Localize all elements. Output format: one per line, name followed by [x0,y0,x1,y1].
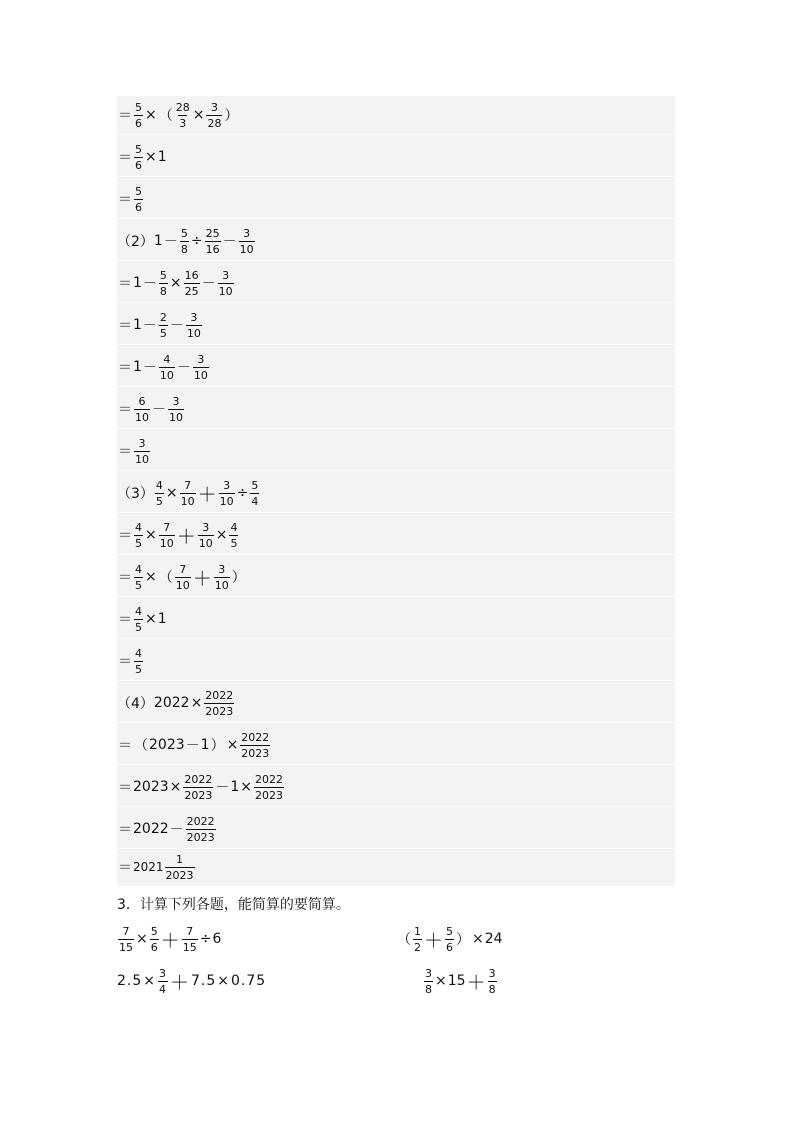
numerator: 4 [135,562,142,576]
exercise [396,920,503,958]
denominator: 5 [135,536,142,550]
fraction [180,480,196,507]
times-sign: × [240,779,253,795]
step-line [117,432,675,471]
denominator: 28 [207,116,222,130]
times-sign: × [145,527,157,543]
number: 2023 [133,779,169,795]
denominator: 10 [135,410,149,424]
times-sign: × [217,973,231,989]
fraction [229,522,238,549]
fraction [214,564,230,591]
fraction [165,854,195,881]
number: 1 [133,275,142,291]
minus-sign: － [163,234,178,250]
numerator: 2022 [255,772,284,786]
denominator: 16 [205,242,220,256]
left-paren: （ [134,738,148,754]
step-line [117,348,675,387]
step-line [117,180,675,219]
question-heading [117,893,350,915]
times-sign: × [435,973,447,989]
numerator: 25 [205,226,220,240]
fraction [193,354,209,381]
fraction [488,968,497,995]
denominator: 10 [180,494,195,508]
denominator: 5 [155,494,163,508]
minus-sign: － [169,318,184,334]
denominator: 10 [214,578,229,592]
equals-sign: ＝ [118,780,132,796]
step-line [117,848,675,886]
fraction [134,438,150,465]
fraction [254,774,284,801]
number: 6 [212,931,222,947]
number: 1 [230,779,240,795]
fraction [219,480,235,507]
denominator: 10 [175,578,190,592]
numerator: 5 [446,924,454,938]
fraction [158,968,168,995]
times-sign: × [143,973,156,989]
denominator: 4 [159,982,167,996]
fraction [180,228,189,255]
minus-sign: － [142,360,157,376]
minus-sign: － [142,318,157,334]
numerator: 7 [179,562,187,576]
number: 15 [447,973,466,989]
numerator: 3 [159,966,167,980]
times-sign: × [226,737,239,753]
fraction [424,968,433,995]
times-sign: × [472,931,484,947]
problem-label: （3） [117,486,154,502]
number: 24 [484,931,503,947]
equals-sign: ＝ [118,860,132,876]
denominator: 2023 [255,788,284,802]
right-paren: ） [224,108,239,124]
numerator: 3 [197,352,205,366]
right-paren: ） [231,570,246,586]
numerator: 16 [184,268,199,282]
numerator: 3 [223,478,231,492]
denominator: 25 [184,284,199,298]
fraction [206,102,222,129]
numerator: 28 [175,100,190,114]
fraction [240,732,270,759]
numerator: 3 [222,268,230,282]
fraction [182,926,198,953]
divide-sign: ÷ [199,931,212,947]
exercise [117,920,221,958]
denominator: 2023 [165,868,194,882]
number: 2.5 [117,973,143,989]
denominator: 15 [119,940,133,954]
problem-line [117,222,675,261]
numerator: 4 [230,520,238,534]
step-line [117,810,675,849]
divide-sign: ÷ [236,485,249,501]
fraction [134,144,143,171]
denominator: 3 [179,116,187,130]
fraction [198,522,214,549]
step-line [117,642,675,681]
heading-text: 3．计算下列各题，能简算的要简算。 [117,897,350,913]
fraction [218,270,234,297]
equals-sign: ＝ [118,360,132,376]
fraction [134,564,143,591]
fraction [134,186,143,213]
fraction [159,312,168,339]
number: 2022 [133,821,169,837]
fraction [250,480,259,507]
equals-sign: ＝ [118,612,132,628]
divide-sign: ÷ [190,233,203,249]
times-sign: × [136,931,148,947]
exercise [117,962,266,1000]
denominator: 8 [425,982,432,996]
exercise [423,962,498,1000]
numerator: 1 [176,852,184,866]
numerator: 3 [218,562,226,576]
numerator: 4 [155,478,163,492]
denominator: 10 [159,536,174,550]
minus-sign: － [142,276,157,292]
denominator: 2023 [205,704,234,718]
step-line [117,726,675,765]
denominator: 10 [169,410,183,424]
answer-panel [117,96,675,886]
denominator: 6 [446,940,454,954]
denominator: 10 [218,284,233,298]
denominator: 10 [193,368,208,382]
numerator: 5 [180,226,188,240]
number: 7.5 [191,973,217,989]
fraction [159,354,175,381]
fraction [183,774,213,801]
numerator: 6 [138,394,146,408]
denominator: 8 [159,284,167,298]
denominator: 2023 [241,746,270,760]
step-line [117,600,675,639]
fraction [134,522,143,549]
fraction [155,480,164,507]
denominator: 5 [159,326,167,340]
times-sign: × [192,107,205,123]
minus-sign: － [215,780,230,796]
denominator: 2023 [184,788,213,802]
numerator: 4 [163,352,171,366]
times-sign: × [145,611,157,627]
denominator: 10 [239,242,254,256]
numerator: 4 [135,604,142,618]
number: 2021 [133,860,164,874]
number: 1 [200,737,210,753]
times-sign: × [145,149,157,165]
left-paren: （ [397,932,411,948]
minus-sign: － [201,276,216,292]
denominator: 6 [135,158,142,172]
fraction [175,564,191,591]
numerator: 5 [159,268,167,282]
times-sign: × [169,275,182,291]
equals-sign: ＝ [118,444,132,460]
numerator: 1 [414,924,421,938]
plus-sign: ＋ [192,567,212,590]
equals-sign: ＝ [118,150,132,166]
denominator: 5 [135,662,142,676]
denominator: 10 [159,368,174,382]
numerator: 2022 [205,688,234,702]
problem-line [117,684,675,723]
problem-label: （2） [117,234,154,250]
step-line [117,516,675,555]
fraction [239,228,255,255]
fraction [175,102,191,129]
number: 1 [157,611,167,627]
minus-sign: － [152,402,166,418]
numerator: 2 [159,310,167,324]
number: 1 [157,149,167,165]
denominator: 15 [182,940,197,954]
step-line [117,96,675,135]
fraction [186,312,202,339]
equals-sign: ＝ [118,528,132,544]
numerator: 5 [135,184,142,198]
numerator: 7 [184,478,192,492]
step-line [117,768,675,807]
fraction [134,396,150,423]
times-sign: × [169,779,182,795]
denominator: 10 [219,494,234,508]
numerator: 5 [150,924,158,938]
denominator: 6 [135,116,142,130]
step-line [117,390,675,429]
denominator: 8 [180,242,188,256]
denominator: 5 [135,620,142,634]
fraction [204,690,234,717]
plus-sign: ＋ [160,929,180,952]
numerator: 2022 [241,730,270,744]
right-paren: ） [210,738,225,754]
numerator: 3 [425,966,432,980]
fraction [159,522,175,549]
denominator: 4 [251,494,259,508]
numerator: 5 [135,100,142,114]
equals-sign: ＝ [118,108,132,124]
numerator: 5 [135,142,142,156]
fraction [413,926,422,953]
step-line [117,558,675,597]
numerator: 3 [172,394,180,408]
right-paren: ） [456,932,471,948]
minus-sign: － [185,738,200,754]
fraction [134,648,143,675]
numerator: 4 [135,646,142,660]
step-line [117,138,675,177]
number: 1 [133,317,142,333]
equals-sign: ＝ [118,738,132,754]
times-sign: × [145,569,157,585]
times-sign: × [145,107,157,123]
numerator: 4 [135,520,142,534]
denominator: 5 [135,578,142,592]
minus-sign: － [169,822,184,838]
numerator: 2022 [186,814,215,828]
fraction [134,606,143,633]
number: 1 [133,359,142,375]
numerator: 3 [488,966,496,980]
fraction [205,228,221,255]
equals-sign: ＝ [118,318,132,334]
fraction [118,926,134,953]
numerator: 3 [190,310,198,324]
equals-sign: ＝ [118,192,132,208]
numerator: 3 [210,100,218,114]
numerator: 3 [243,226,251,240]
numerator: 7 [163,520,171,534]
denominator: 10 [198,536,213,550]
fraction [186,816,216,843]
numerator: 3 [202,520,210,534]
numerator: 7 [186,924,194,938]
plus-sign: ＋ [170,971,191,994]
denominator: 2023 [186,830,215,844]
plus-sign: ＋ [466,971,486,994]
denominator: 10 [186,326,201,340]
equals-sign: ＝ [118,402,132,418]
problem-line [117,474,675,513]
fraction [159,270,168,297]
plus-sign: ＋ [197,483,217,506]
step-line [117,264,675,303]
minus-sign: － [176,360,191,376]
number: 0.75 [231,973,267,989]
minus-sign: － [222,234,237,250]
denominator: 6 [135,200,142,214]
numerator: 2022 [184,772,213,786]
left-paren: （ [158,108,173,124]
numerator: 3 [138,436,146,450]
fraction [184,270,200,297]
denominator: 5 [230,536,238,550]
number: 2022 [153,695,190,711]
denominator: 8 [488,982,496,996]
equals-sign: ＝ [118,822,132,838]
problem-label: （4） [117,696,154,712]
equals-sign: ＝ [118,276,132,292]
left-paren: （ [158,570,173,586]
fraction [134,102,143,129]
number: 2023 [149,737,185,753]
denominator: 2 [414,940,421,954]
fraction [168,396,184,423]
plus-sign: ＋ [424,929,444,952]
fraction [150,926,159,953]
numerator: 7 [122,924,130,938]
times-sign: × [190,695,203,711]
numerator: 5 [251,478,259,492]
step-line [117,306,675,345]
equals-sign: ＝ [118,654,132,670]
plus-sign: ＋ [176,525,196,548]
denominator: 10 [135,452,149,466]
number: 1 [153,233,163,249]
times-sign: × [215,527,228,543]
fraction [445,926,454,953]
equals-sign: ＝ [118,570,132,586]
times-sign: × [165,485,178,501]
denominator: 6 [150,940,158,954]
